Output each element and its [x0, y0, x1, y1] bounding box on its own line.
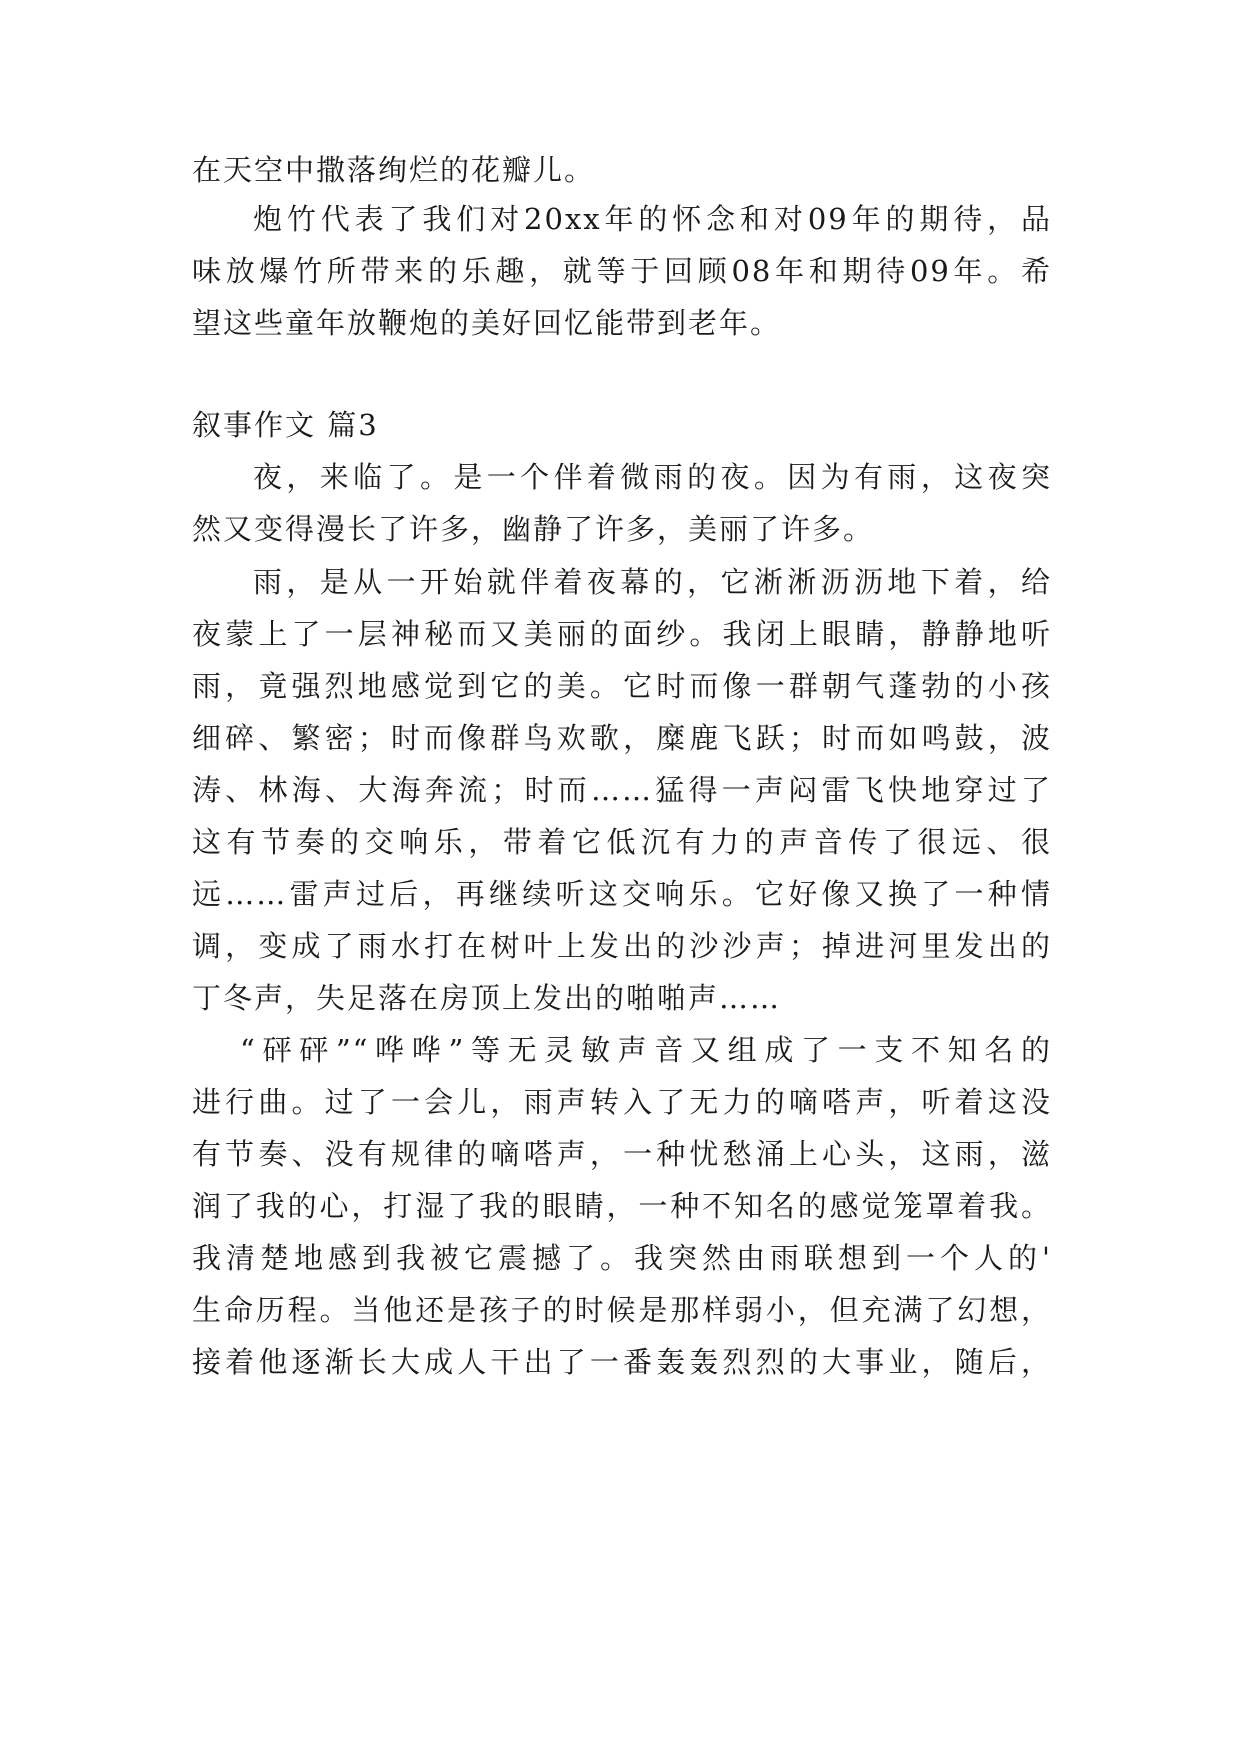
paragraph-line: “砰砰”“哗哗”等无灵敏声音又组成了一支不知名的 [240, 1033, 1052, 1067]
paragraph-line: 远……雷声过后，再继续听这交响乐。它好像又换了一种情 [192, 877, 1052, 911]
paragraph-line: 雨，是从一开始就伴着夜幕的，它淅淅沥沥地下着，给 [253, 565, 1052, 599]
paragraph-line: 在天空中撒落绚烂的花瓣儿。 [192, 153, 596, 187]
paragraph-line: 润了我的心，打湿了我的眼睛，一种不知名的感觉笼罩着我。 [192, 1189, 1052, 1223]
paragraph-line: 细碎、繁密；时而像群鸟欢歌，糜鹿飞跃；时而如鸣鼓，波 [192, 721, 1052, 755]
paragraph-line: 调，变成了雨水打在树叶上发出的沙沙声；掉进河里发出的 [192, 929, 1052, 963]
paragraph-line: 我清楚地感到我被它震撼了。我突然由雨联想到一个人的' [192, 1241, 1052, 1275]
paragraph-line: 望这些童年放鞭炮的美好回忆能带到老年。 [192, 306, 782, 340]
section-heading: 叙事作文 篇3 [192, 408, 379, 442]
paragraph-line: 有节奏、没有规律的嘀嗒声，一种忧愁涌上心头，这雨，滋 [192, 1137, 1052, 1171]
paragraph-line: 这有节奏的交响乐，带着它低沉有力的声音传了很远、很 [192, 825, 1052, 859]
paragraph-line: 夜蒙上了一层神秘而又美丽的面纱。我闭上眼睛，静静地听 [192, 617, 1052, 651]
paragraph-line: 夜，来临了。是一个伴着微雨的夜。因为有雨，这夜突 [253, 460, 1052, 494]
paragraph-line: 雨，竟强烈地感觉到它的美。它时而像一群朝气蓬勃的小孩 [192, 669, 1052, 703]
paragraph-line: 生命历程。当他还是孩子的时候是那样弱小，但充满了幻想， [192, 1293, 1052, 1327]
paragraph-line: 味放爆竹所带来的乐趣，就等于回顾08年和期待09年。希 [192, 254, 1052, 288]
paragraph-line: 丁冬声，失足落在房顶上发出的啪啪声…… [192, 981, 782, 1015]
paragraph-line: 然又变得漫长了许多，幽静了许多，美丽了许多。 [192, 512, 875, 546]
paragraph-line: 炮竹代表了我们对20xx年的怀念和对09年的期待，品 [253, 202, 1052, 236]
paragraph-line: 接着他逐渐长大成人干出了一番轰轰烈烈的大事业，随后， [192, 1345, 1052, 1379]
paragraph-line: 进行曲。过了一会儿，雨声转入了无力的嘀嗒声，听着这没 [192, 1085, 1052, 1119]
paragraph-line: 涛、林海、大海奔流；时而……猛得一声闷雷飞快地穿过了 [192, 773, 1052, 807]
